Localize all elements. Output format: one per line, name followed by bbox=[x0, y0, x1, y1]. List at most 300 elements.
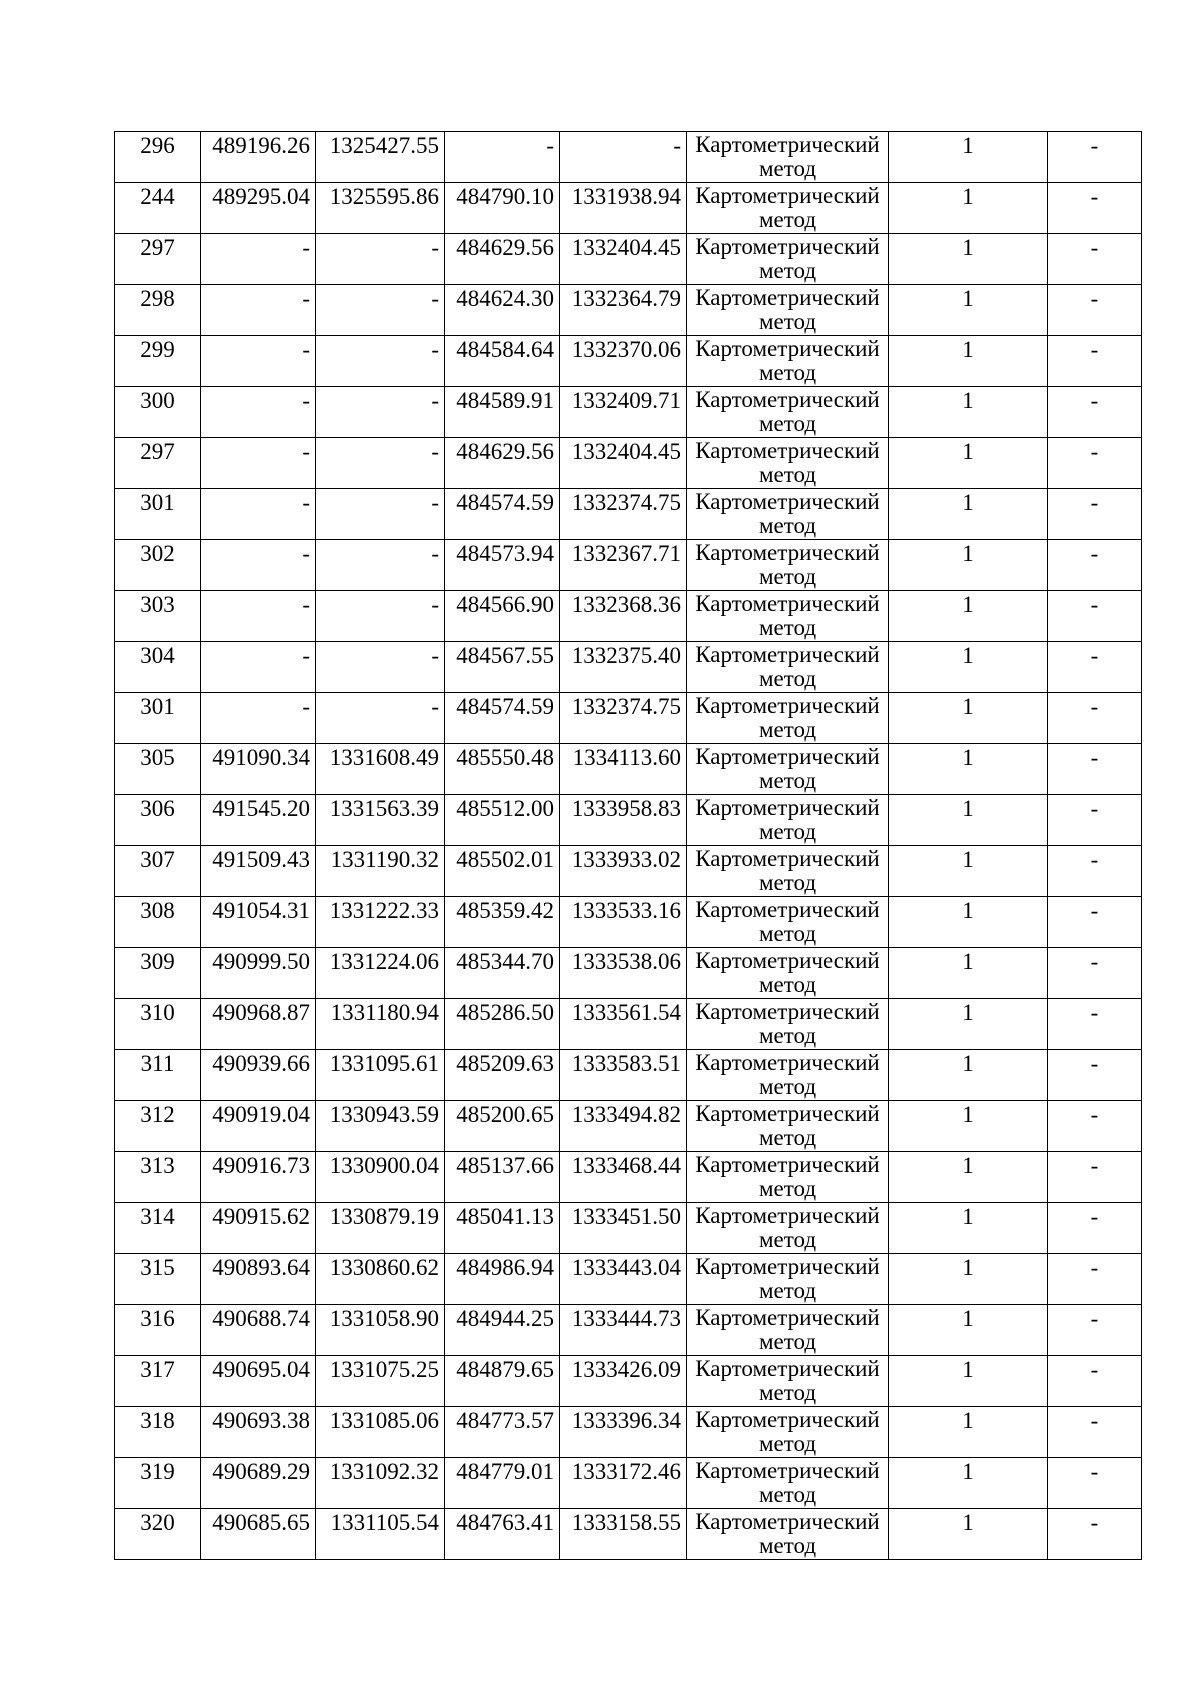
y-old-value: - bbox=[431, 592, 439, 617]
x-new-cell bbox=[445, 948, 560, 999]
point-number-cell bbox=[115, 897, 201, 948]
table-row bbox=[115, 642, 1142, 693]
accuracy-value: 1 bbox=[962, 1408, 974, 1433]
method-cell bbox=[687, 540, 889, 591]
x-old-cell bbox=[201, 336, 316, 387]
accuracy-value: 1 bbox=[962, 184, 974, 209]
y-old-value: 1330900.04 bbox=[329, 1153, 439, 1178]
y-new-value: 1332374.75 bbox=[571, 490, 681, 515]
accuracy-cell bbox=[889, 591, 1048, 642]
x-old-cell bbox=[201, 540, 316, 591]
y-new-cell bbox=[560, 387, 687, 438]
note-value: - bbox=[1090, 439, 1099, 464]
accuracy-value: 1 bbox=[962, 337, 974, 362]
x-old-value: 490893.64 bbox=[212, 1255, 310, 1280]
x-old-cell bbox=[201, 744, 316, 795]
accuracy-cell bbox=[889, 234, 1048, 285]
table-row bbox=[115, 897, 1142, 948]
accuracy-cell bbox=[889, 1203, 1048, 1254]
note-value: - bbox=[1090, 1153, 1099, 1178]
note-value: - bbox=[1090, 1102, 1099, 1127]
y-new-cell bbox=[560, 540, 687, 591]
y-new-value: 1332409.71 bbox=[571, 388, 681, 413]
note-cell bbox=[1048, 591, 1142, 642]
point-number-value: 318 bbox=[140, 1408, 175, 1433]
x-new-value: 484773.57 bbox=[456, 1408, 554, 1433]
coordinates-table-container bbox=[114, 131, 1142, 1560]
x-new-cell bbox=[445, 1203, 560, 1254]
x-old-cell bbox=[201, 234, 316, 285]
x-new-cell bbox=[445, 1050, 560, 1101]
y-new-value: 1333451.50 bbox=[571, 1204, 681, 1229]
y-new-cell bbox=[560, 1407, 687, 1458]
x-new-value: 484573.94 bbox=[456, 541, 554, 566]
y-new-cell bbox=[560, 1152, 687, 1203]
accuracy-cell bbox=[889, 948, 1048, 999]
x-old-value: 490693.38 bbox=[212, 1408, 310, 1433]
y-new-cell bbox=[560, 999, 687, 1050]
y-new-value: 1333933.02 bbox=[571, 847, 681, 872]
method-value: Картометрический метод bbox=[695, 948, 880, 997]
method-value: Картометрический метод bbox=[695, 1050, 880, 1099]
table-body bbox=[115, 132, 1142, 1560]
point-number-cell bbox=[115, 846, 201, 897]
x-old-cell bbox=[201, 948, 316, 999]
y-new-value: - bbox=[673, 133, 681, 158]
point-number-value: 297 bbox=[140, 235, 175, 260]
x-old-cell bbox=[201, 795, 316, 846]
method-value: Картометрический метод bbox=[695, 1356, 880, 1405]
method-value: Картометрический метод bbox=[695, 1407, 880, 1456]
accuracy-value: 1 bbox=[962, 286, 974, 311]
point-number-cell bbox=[115, 1101, 201, 1152]
x-new-value: 484779.01 bbox=[456, 1459, 554, 1484]
note-cell bbox=[1048, 1050, 1142, 1101]
y-new-cell bbox=[560, 132, 687, 183]
x-new-cell bbox=[445, 1407, 560, 1458]
note-value: - bbox=[1090, 184, 1099, 209]
y-old-cell bbox=[316, 795, 445, 846]
x-old-cell bbox=[201, 846, 316, 897]
accuracy-value: 1 bbox=[962, 1102, 974, 1127]
table-row bbox=[115, 1407, 1142, 1458]
x-new-value: 485200.65 bbox=[456, 1102, 554, 1127]
table-row bbox=[115, 1254, 1142, 1305]
y-old-value: - bbox=[431, 694, 439, 719]
method-cell bbox=[687, 336, 889, 387]
y-new-cell bbox=[560, 948, 687, 999]
y-new-value: 1333172.46 bbox=[571, 1459, 681, 1484]
x-old-value: 490916.73 bbox=[212, 1153, 310, 1178]
table-row bbox=[115, 795, 1142, 846]
method-cell bbox=[687, 1050, 889, 1101]
method-cell bbox=[687, 132, 889, 183]
x-old-value: 489295.04 bbox=[212, 184, 310, 209]
y-old-cell bbox=[316, 387, 445, 438]
method-cell bbox=[687, 948, 889, 999]
x-old-cell bbox=[201, 999, 316, 1050]
table-row bbox=[115, 540, 1142, 591]
note-cell bbox=[1048, 234, 1142, 285]
y-old-value: 1331092.32 bbox=[329, 1459, 439, 1484]
y-old-value: 1330943.59 bbox=[329, 1102, 439, 1127]
accuracy-cell bbox=[889, 1458, 1048, 1509]
table-row bbox=[115, 1152, 1142, 1203]
note-cell bbox=[1048, 642, 1142, 693]
x-new-value: 485209.63 bbox=[456, 1051, 554, 1076]
point-number-value: 308 bbox=[140, 898, 175, 923]
method-value: Картометрический метод bbox=[695, 591, 880, 640]
accuracy-value: 1 bbox=[962, 1357, 974, 1382]
x-new-value: 484629.56 bbox=[456, 235, 554, 260]
method-cell bbox=[687, 591, 889, 642]
x-old-cell bbox=[201, 897, 316, 948]
y-old-value: - bbox=[431, 235, 439, 260]
y-new-cell bbox=[560, 1203, 687, 1254]
x-new-value: 485502.01 bbox=[456, 847, 554, 872]
y-new-cell bbox=[560, 846, 687, 897]
accuracy-value: 1 bbox=[962, 439, 974, 464]
y-new-cell bbox=[560, 1509, 687, 1560]
point-number-cell bbox=[115, 285, 201, 336]
method-value: Картометрический метод bbox=[695, 183, 880, 232]
x-old-cell bbox=[201, 1458, 316, 1509]
note-value: - bbox=[1090, 286, 1099, 311]
x-old-value: 490689.29 bbox=[212, 1459, 310, 1484]
x-new-value: 484763.41 bbox=[456, 1510, 554, 1535]
y-old-value: 1331180.94 bbox=[330, 1000, 439, 1025]
y-new-value: 1333533.16 bbox=[571, 898, 681, 923]
accuracy-cell bbox=[889, 183, 1048, 234]
y-new-cell bbox=[560, 1254, 687, 1305]
x-old-cell bbox=[201, 1254, 316, 1305]
point-number-value: 317 bbox=[140, 1357, 175, 1382]
y-new-value: 1331938.94 bbox=[571, 184, 681, 209]
y-old-cell bbox=[316, 1407, 445, 1458]
note-cell bbox=[1048, 897, 1142, 948]
note-cell bbox=[1048, 795, 1142, 846]
method-value: Картометрический метод bbox=[695, 1152, 880, 1201]
accuracy-value: 1 bbox=[962, 592, 974, 617]
x-old-cell bbox=[201, 642, 316, 693]
method-cell bbox=[687, 1254, 889, 1305]
note-value: - bbox=[1090, 133, 1099, 158]
y-old-value: - bbox=[431, 337, 439, 362]
y-old-cell bbox=[316, 897, 445, 948]
note-value: - bbox=[1090, 796, 1099, 821]
table-row bbox=[115, 744, 1142, 795]
note-value: - bbox=[1090, 490, 1099, 515]
accuracy-value: 1 bbox=[962, 745, 974, 770]
x-new-value: 484624.30 bbox=[456, 286, 554, 311]
x-old-value: - bbox=[302, 388, 310, 413]
y-old-value: 1325427.55 bbox=[329, 133, 439, 158]
y-old-value: - bbox=[431, 643, 439, 668]
method-value: Картометрический метод bbox=[695, 1509, 880, 1558]
x-new-cell bbox=[445, 795, 560, 846]
x-new-value: 485344.70 bbox=[456, 949, 554, 974]
y-new-value: 1333396.34 bbox=[571, 1408, 681, 1433]
method-value: Картометрический метод bbox=[695, 744, 880, 793]
note-value: - bbox=[1090, 643, 1099, 668]
point-number-value: 297 bbox=[140, 439, 175, 464]
y-new-cell bbox=[560, 1101, 687, 1152]
x-new-cell bbox=[445, 1509, 560, 1560]
table-row bbox=[115, 387, 1142, 438]
table-row bbox=[115, 489, 1142, 540]
x-new-value: 485286.50 bbox=[456, 1000, 554, 1025]
point-number-value: 313 bbox=[140, 1153, 175, 1178]
accuracy-cell bbox=[889, 642, 1048, 693]
point-number-value: 244 bbox=[140, 184, 175, 209]
accuracy-value: 1 bbox=[962, 1051, 974, 1076]
note-cell bbox=[1048, 438, 1142, 489]
note-cell bbox=[1048, 285, 1142, 336]
x-old-cell bbox=[201, 591, 316, 642]
note-cell bbox=[1048, 387, 1142, 438]
accuracy-value: 1 bbox=[962, 133, 974, 158]
method-value: Картометрический метод bbox=[695, 387, 880, 436]
point-number-value: 310 bbox=[140, 1000, 175, 1025]
x-new-value: 485512.00 bbox=[456, 796, 554, 821]
point-number-value: 299 bbox=[140, 337, 175, 362]
x-old-cell bbox=[201, 285, 316, 336]
accuracy-value: 1 bbox=[962, 490, 974, 515]
note-cell bbox=[1048, 1254, 1142, 1305]
accuracy-cell bbox=[889, 693, 1048, 744]
y-old-cell bbox=[316, 642, 445, 693]
y-new-value: 1333583.51 bbox=[571, 1051, 681, 1076]
x-new-value: 484790.10 bbox=[456, 184, 554, 209]
table-row bbox=[115, 693, 1142, 744]
y-old-cell bbox=[316, 999, 445, 1050]
x-old-value: 491054.31 bbox=[212, 898, 310, 923]
table-row bbox=[115, 591, 1142, 642]
x-old-cell bbox=[201, 693, 316, 744]
table-row bbox=[115, 948, 1142, 999]
x-new-cell bbox=[445, 540, 560, 591]
y-new-value: 1333443.04 bbox=[571, 1255, 681, 1280]
y-old-cell bbox=[316, 1356, 445, 1407]
point-number-value: 312 bbox=[140, 1102, 175, 1127]
x-old-cell bbox=[201, 132, 316, 183]
method-value: Картометрический метод bbox=[695, 846, 880, 895]
accuracy-cell bbox=[889, 1305, 1048, 1356]
point-number-value: 301 bbox=[140, 490, 175, 515]
note-cell bbox=[1048, 132, 1142, 183]
x-old-cell bbox=[201, 1050, 316, 1101]
point-number-cell bbox=[115, 1050, 201, 1101]
accuracy-cell bbox=[889, 1509, 1048, 1560]
point-number-cell bbox=[115, 336, 201, 387]
point-number-value: 296 bbox=[140, 133, 175, 158]
accuracy-value: 1 bbox=[962, 847, 974, 872]
y-old-cell bbox=[316, 285, 445, 336]
x-old-value: - bbox=[302, 439, 310, 464]
y-new-value: 1333468.44 bbox=[571, 1153, 681, 1178]
note-value: - bbox=[1090, 1306, 1099, 1331]
note-cell bbox=[1048, 1101, 1142, 1152]
accuracy-cell bbox=[889, 438, 1048, 489]
x-old-value: 490688.74 bbox=[212, 1306, 310, 1331]
x-new-value: 484589.91 bbox=[456, 388, 554, 413]
note-value: - bbox=[1090, 1510, 1099, 1535]
method-value: Картометрический метод bbox=[695, 489, 880, 538]
note-value: - bbox=[1090, 898, 1099, 923]
method-cell bbox=[687, 846, 889, 897]
x-old-value: - bbox=[302, 541, 310, 566]
y-old-value: 1330860.62 bbox=[329, 1255, 439, 1280]
accuracy-cell bbox=[889, 387, 1048, 438]
method-cell bbox=[687, 795, 889, 846]
note-value: - bbox=[1090, 847, 1099, 872]
accuracy-value: 1 bbox=[962, 1255, 974, 1280]
y-old-value: 1331058.90 bbox=[329, 1306, 439, 1331]
point-number-cell bbox=[115, 1407, 201, 1458]
x-new-value: 484567.55 bbox=[456, 643, 554, 668]
x-new-cell bbox=[445, 846, 560, 897]
y-old-cell bbox=[316, 693, 445, 744]
y-new-cell bbox=[560, 438, 687, 489]
point-number-cell bbox=[115, 1203, 201, 1254]
x-old-cell bbox=[201, 438, 316, 489]
point-number-cell bbox=[115, 540, 201, 591]
accuracy-value: 1 bbox=[962, 388, 974, 413]
y-old-value: - bbox=[431, 541, 439, 566]
point-number-value: 304 bbox=[140, 643, 175, 668]
x-new-value: 484584.64 bbox=[456, 337, 554, 362]
method-value: Картометрический метод bbox=[695, 642, 880, 691]
y-old-cell bbox=[316, 1254, 445, 1305]
x-new-cell bbox=[445, 897, 560, 948]
accuracy-cell bbox=[889, 999, 1048, 1050]
method-cell bbox=[687, 999, 889, 1050]
y-old-value: 1325595.86 bbox=[329, 184, 439, 209]
point-number-cell bbox=[115, 744, 201, 795]
x-old-cell bbox=[201, 387, 316, 438]
accuracy-cell bbox=[889, 1050, 1048, 1101]
x-old-value: 490915.62 bbox=[212, 1204, 310, 1229]
point-number-cell bbox=[115, 132, 201, 183]
note-cell bbox=[1048, 1152, 1142, 1203]
method-cell bbox=[687, 897, 889, 948]
y-old-cell bbox=[316, 591, 445, 642]
x-new-cell bbox=[445, 489, 560, 540]
point-number-cell bbox=[115, 591, 201, 642]
y-new-cell bbox=[560, 693, 687, 744]
table-row bbox=[115, 132, 1142, 183]
point-number-value: 303 bbox=[140, 592, 175, 617]
method-value: Картометрический метод bbox=[695, 795, 880, 844]
accuracy-value: 1 bbox=[962, 1306, 974, 1331]
x-new-value: 484879.65 bbox=[456, 1357, 554, 1382]
method-cell bbox=[687, 693, 889, 744]
y-old-value: 1331608.49 bbox=[329, 745, 439, 770]
x-new-cell bbox=[445, 183, 560, 234]
x-new-cell bbox=[445, 1458, 560, 1509]
y-old-cell bbox=[316, 183, 445, 234]
x-new-cell bbox=[445, 999, 560, 1050]
point-number-value: 298 bbox=[140, 286, 175, 311]
accuracy-cell bbox=[889, 336, 1048, 387]
x-old-value: 489196.26 bbox=[212, 133, 310, 158]
method-cell bbox=[687, 1152, 889, 1203]
note-cell bbox=[1048, 1203, 1142, 1254]
x-old-value: 491545.20 bbox=[212, 796, 310, 821]
point-number-value: 316 bbox=[140, 1306, 175, 1331]
y-new-cell bbox=[560, 336, 687, 387]
note-cell bbox=[1048, 1509, 1142, 1560]
method-cell bbox=[687, 285, 889, 336]
x-new-cell bbox=[445, 1101, 560, 1152]
accuracy-cell bbox=[889, 1254, 1048, 1305]
y-new-value: 1333561.54 bbox=[571, 1000, 681, 1025]
x-new-value: 485041.13 bbox=[456, 1204, 554, 1229]
x-old-value: - bbox=[302, 235, 310, 260]
point-number-cell bbox=[115, 387, 201, 438]
method-value: Картометрический метод bbox=[695, 132, 880, 181]
note-cell bbox=[1048, 846, 1142, 897]
note-value: - bbox=[1090, 1408, 1099, 1433]
accuracy-cell bbox=[889, 744, 1048, 795]
point-number-cell bbox=[115, 642, 201, 693]
x-new-cell bbox=[445, 642, 560, 693]
method-value: Картометрический метод bbox=[695, 897, 880, 946]
y-new-value: 1332375.40 bbox=[571, 643, 681, 668]
x-new-cell bbox=[445, 693, 560, 744]
point-number-value: 302 bbox=[140, 541, 175, 566]
y-old-value: 1331224.06 bbox=[329, 949, 439, 974]
note-cell bbox=[1048, 948, 1142, 999]
note-cell bbox=[1048, 336, 1142, 387]
point-number-value: 307 bbox=[140, 847, 175, 872]
accuracy-value: 1 bbox=[962, 1153, 974, 1178]
accuracy-cell bbox=[889, 846, 1048, 897]
x-old-value: 490695.04 bbox=[212, 1357, 310, 1382]
point-number-cell bbox=[115, 234, 201, 285]
method-cell bbox=[687, 1305, 889, 1356]
coordinates-table bbox=[114, 131, 1142, 1560]
x-old-cell bbox=[201, 183, 316, 234]
x-new-value: 485359.42 bbox=[456, 898, 554, 923]
point-number-cell bbox=[115, 693, 201, 744]
note-cell bbox=[1048, 744, 1142, 795]
point-number-cell bbox=[115, 489, 201, 540]
note-value: - bbox=[1090, 337, 1099, 362]
accuracy-value: 1 bbox=[962, 949, 974, 974]
accuracy-value: 1 bbox=[962, 1204, 974, 1229]
accuracy-cell bbox=[889, 795, 1048, 846]
y-new-cell bbox=[560, 591, 687, 642]
table-row bbox=[115, 1305, 1142, 1356]
y-old-cell bbox=[316, 132, 445, 183]
note-cell bbox=[1048, 183, 1142, 234]
y-old-value: 1331222.33 bbox=[329, 898, 439, 923]
x-old-value: 490999.50 bbox=[212, 949, 310, 974]
y-old-value: - bbox=[431, 286, 439, 311]
table-row bbox=[115, 438, 1142, 489]
note-cell bbox=[1048, 999, 1142, 1050]
x-old-value: - bbox=[302, 592, 310, 617]
x-new-value: 484986.94 bbox=[456, 1255, 554, 1280]
method-value: Картометрический метод bbox=[695, 438, 880, 487]
point-number-value: 311 bbox=[140, 1051, 175, 1076]
x-new-value: 484574.59 bbox=[456, 694, 554, 719]
accuracy-cell bbox=[889, 132, 1048, 183]
y-old-cell bbox=[316, 1050, 445, 1101]
method-value: Картометрический метод bbox=[695, 540, 880, 589]
table-row bbox=[115, 1509, 1142, 1560]
